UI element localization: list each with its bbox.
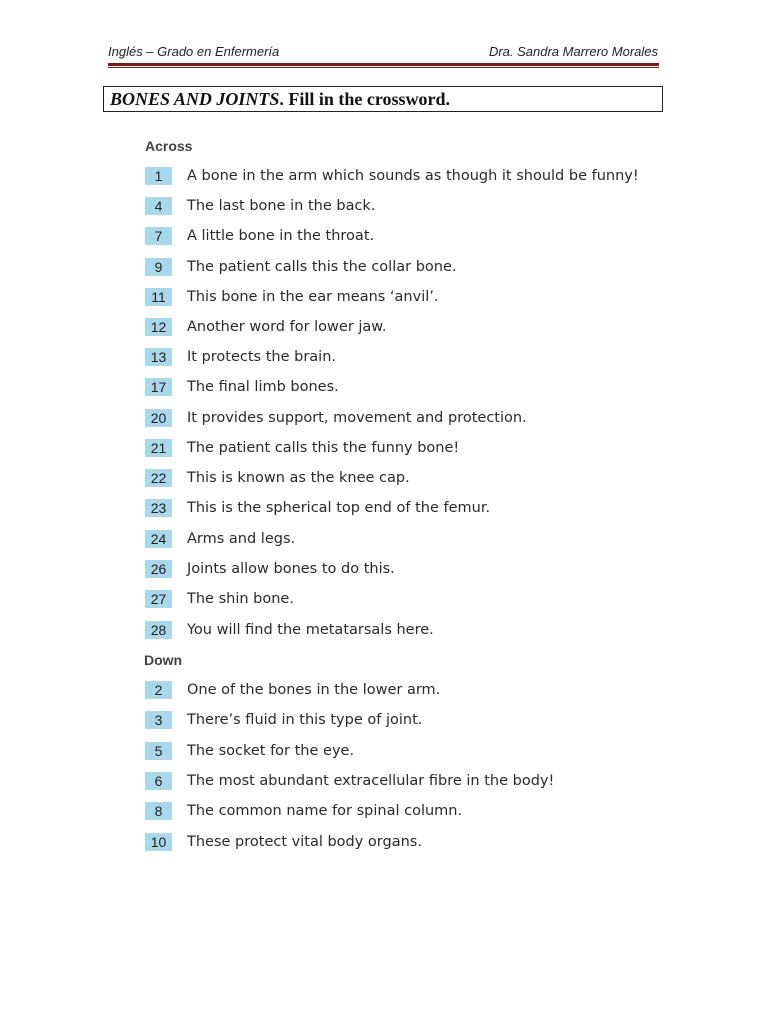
- down-heading: Down: [144, 652, 183, 668]
- clue-text: The last bone in the back.: [187, 198, 376, 214]
- clue-number: 26: [145, 560, 172, 578]
- title-topic: BONES AND JOINTS: [110, 89, 280, 109]
- clue-text: It provides support, movement and protection.: [187, 410, 527, 426]
- clue-text: Arms and legs.: [187, 531, 296, 547]
- across-clue-7: [145, 227, 665, 247]
- clue-number: 7: [145, 227, 172, 245]
- clue-text: These protect vital body organs.: [187, 834, 422, 850]
- clue-number: 20: [145, 409, 172, 427]
- down-clue-8: [145, 802, 665, 822]
- header-course: Inglés – Grado en Enfermería: [108, 44, 280, 59]
- across-clue-23: [145, 499, 665, 519]
- clue-text: You will find the metatarsals here.: [187, 622, 434, 638]
- page-header: [108, 44, 658, 64]
- clue-text: One of the bones in the lower arm.: [187, 682, 441, 698]
- across-clue-28: [145, 621, 665, 641]
- across-heading: Across: [145, 138, 193, 154]
- across-clue-26: [145, 560, 665, 580]
- clue-text: A little bone in the throat.: [187, 228, 375, 244]
- across-clue-20: [145, 409, 665, 429]
- down-clue-3: [145, 711, 665, 731]
- clue-number: 11: [145, 288, 172, 306]
- header-rule-thin: [108, 67, 659, 68]
- clue-number: 17: [145, 378, 172, 396]
- clue-text: It protects the brain.: [187, 349, 337, 365]
- header-rule: [108, 63, 659, 66]
- clue-number: 8: [145, 802, 172, 820]
- clue-text: This bone in the ear means ‘anvil’.: [187, 289, 439, 305]
- header-author: Dra. Sandra Marrero Morales: [488, 44, 658, 59]
- clue-number: 28: [145, 621, 172, 639]
- across-clue-4: [145, 197, 665, 217]
- clue-text: The most abundant extracellular fibre in the body!: [187, 773, 555, 789]
- clue-number: 23: [145, 499, 172, 517]
- clue-text: The patient calls this the collar bone.: [187, 259, 457, 275]
- clue-text: Joints allow bones to do this.: [187, 561, 395, 577]
- clue-number: 1: [145, 167, 172, 185]
- down-clue-5: [145, 742, 665, 762]
- clue-text: The final limb bones.: [187, 379, 339, 395]
- across-clue-11: [145, 288, 665, 308]
- clue-text: A bone in the arm which sounds as though it should be funny!: [187, 168, 639, 184]
- clue-text: The patient calls this the funny bone!: [187, 440, 460, 456]
- across-clue-9: [145, 258, 665, 278]
- clue-number: 24: [145, 530, 172, 548]
- page-title: [103, 86, 663, 112]
- across-clue-17: [145, 378, 665, 398]
- across-clue-13: [145, 348, 665, 368]
- across-clue-12: [145, 318, 665, 338]
- clue-number: 4: [145, 197, 172, 215]
- across-clue-22: [145, 469, 665, 489]
- title-instruction: . Fill in the crossword.: [279, 89, 451, 109]
- across-clue-24: [145, 530, 665, 550]
- clue-text: Another word for lower jaw.: [187, 319, 387, 335]
- clue-text: The socket for the eye.: [187, 743, 355, 759]
- across-clue-1: [145, 167, 665, 187]
- clue-text: There’s fluid in this type of joint.: [187, 712, 423, 728]
- clue-number: 2: [145, 681, 172, 699]
- clue-number: 12: [145, 318, 172, 336]
- clue-number: 27: [145, 590, 172, 608]
- clue-number: 21: [145, 439, 172, 457]
- clue-text: This is the spherical top end of the femur.: [187, 500, 491, 516]
- clue-number: 3: [145, 711, 172, 729]
- clue-number: 10: [145, 833, 172, 851]
- clue-text: This is known as the knee cap.: [187, 470, 410, 486]
- down-clue-10: [145, 833, 665, 853]
- clue-number: 13: [145, 348, 172, 366]
- across-clue-27: [145, 590, 665, 610]
- clue-number: 22: [145, 469, 172, 487]
- clue-number: 5: [145, 742, 172, 760]
- clue-text: The shin bone.: [187, 591, 294, 607]
- clue-number: 9: [145, 258, 172, 276]
- clue-number: 6: [145, 772, 172, 790]
- clue-text: The common name for spinal column.: [187, 803, 463, 819]
- across-clue-21: [145, 439, 665, 459]
- down-clue-6: [145, 772, 665, 792]
- down-clue-2: [145, 681, 665, 701]
